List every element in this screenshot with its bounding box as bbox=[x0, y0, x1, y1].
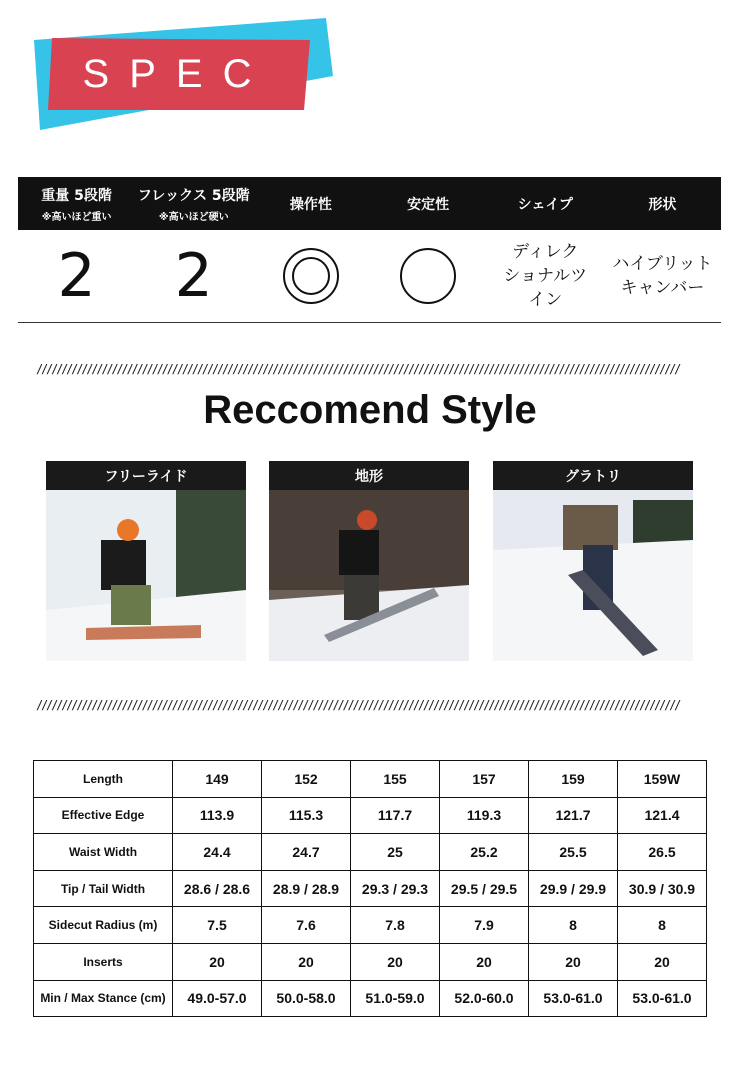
row-label: Effective Edge bbox=[34, 797, 173, 834]
cell: 157 bbox=[440, 761, 529, 798]
cell: 7.6 bbox=[262, 907, 351, 944]
row-label: Tip / Tail Width bbox=[34, 870, 173, 907]
table-row bbox=[34, 943, 707, 980]
cell: 53.0-61.0 bbox=[618, 980, 707, 1017]
row-label: Length bbox=[34, 761, 173, 798]
cell: 24.4 bbox=[173, 834, 262, 871]
table-row bbox=[34, 834, 707, 871]
cell: 51.0-59.0 bbox=[351, 980, 440, 1017]
size-spec-table bbox=[33, 760, 707, 1017]
cell: 30.9 / 30.9 bbox=[618, 870, 707, 907]
cell: 152 bbox=[262, 761, 351, 798]
cell: 7.5 bbox=[173, 907, 262, 944]
cell: 159W bbox=[618, 761, 707, 798]
double-circle-icon bbox=[282, 247, 340, 305]
style-card-ground-trick bbox=[493, 461, 693, 661]
profile-value: ハイブリット キャンバー bbox=[612, 254, 713, 298]
cell: 24.7 bbox=[262, 834, 351, 871]
table-row bbox=[34, 761, 707, 798]
spec-title: SPEC bbox=[82, 52, 272, 96]
style-label: グラトリ bbox=[493, 461, 693, 490]
terrain-photo bbox=[269, 490, 469, 661]
row-label: Inserts bbox=[34, 943, 173, 980]
cell: 121.7 bbox=[529, 797, 618, 834]
cell: 8 bbox=[529, 907, 618, 944]
cell: 20 bbox=[618, 943, 707, 980]
style-label: 地形 bbox=[269, 461, 469, 490]
flex-value: 2 bbox=[174, 241, 213, 311]
table-row bbox=[34, 980, 707, 1017]
stability-rating bbox=[370, 230, 487, 322]
cell: 20 bbox=[173, 943, 262, 980]
circle-icon bbox=[399, 247, 457, 305]
row-label: Waist Width bbox=[34, 834, 173, 871]
shape-value: ディレク ショナルツ イン bbox=[503, 242, 588, 310]
cell: 155 bbox=[351, 761, 440, 798]
cell: 20 bbox=[440, 943, 529, 980]
weight-value: 2 bbox=[57, 241, 96, 311]
header-stability: 安定性 bbox=[407, 196, 450, 213]
ground-trick-photo bbox=[493, 490, 693, 661]
spec-value-row bbox=[18, 230, 721, 323]
cell: 25.5 bbox=[529, 834, 618, 871]
table-row bbox=[34, 797, 707, 834]
cell: 20 bbox=[351, 943, 440, 980]
spec-table bbox=[18, 177, 721, 323]
cell: 28.9 / 28.9 bbox=[262, 870, 351, 907]
cell: 7.9 bbox=[440, 907, 529, 944]
cell: 25.2 bbox=[440, 834, 529, 871]
handling-rating bbox=[252, 230, 369, 322]
header-flex: フレックス 5段階 ※高いほど硬い bbox=[137, 187, 250, 223]
cell: 113.9 bbox=[173, 797, 262, 834]
style-card-freeride bbox=[46, 461, 246, 661]
cell: 29.5 / 29.5 bbox=[440, 870, 529, 907]
cell: 29.9 / 29.9 bbox=[529, 870, 618, 907]
cell: 115.3 bbox=[262, 797, 351, 834]
cell: 119.3 bbox=[440, 797, 529, 834]
header-profile: 形状 bbox=[648, 196, 677, 213]
header-weight: 重量 5段階 ※高いほど重い bbox=[41, 187, 112, 223]
cell: 159 bbox=[529, 761, 618, 798]
cell: 29.3 / 29.3 bbox=[351, 870, 440, 907]
table-row bbox=[34, 907, 707, 944]
cell: 121.4 bbox=[618, 797, 707, 834]
header-shape: シェイプ bbox=[517, 196, 573, 213]
recommend-title: Reccomend Style bbox=[203, 388, 537, 432]
cell: 50.0-58.0 bbox=[262, 980, 351, 1017]
spec-header-row bbox=[18, 177, 721, 230]
cell: 117.7 bbox=[351, 797, 440, 834]
row-label: Min / Max Stance (cm) bbox=[34, 980, 173, 1017]
cell: 149 bbox=[173, 761, 262, 798]
freeride-photo bbox=[46, 490, 246, 661]
divider: //////////////////////////////////////////////////////////////////////////////////////////////////////////////////////////////// bbox=[36, 698, 680, 712]
divider: //////////////////////////////////////////////////////////////////////////////////////////////////////////////////////////////// bbox=[36, 362, 680, 376]
table-row bbox=[34, 870, 707, 907]
cell: 53.0-61.0 bbox=[529, 980, 618, 1017]
row-label: Sidecut Radius (m) bbox=[34, 907, 173, 944]
cell: 8 bbox=[618, 907, 707, 944]
cell: 25 bbox=[351, 834, 440, 871]
style-label: フリーライド bbox=[46, 461, 246, 490]
cell: 20 bbox=[529, 943, 618, 980]
cell: 28.6 / 28.6 bbox=[173, 870, 262, 907]
cell: 52.0-60.0 bbox=[440, 980, 529, 1017]
cell: 26.5 bbox=[618, 834, 707, 871]
style-card-terrain bbox=[269, 461, 469, 661]
cell: 20 bbox=[262, 943, 351, 980]
cell: 49.0-57.0 bbox=[173, 980, 262, 1017]
header-handling: 操作性 bbox=[289, 196, 332, 213]
cell: 7.8 bbox=[351, 907, 440, 944]
